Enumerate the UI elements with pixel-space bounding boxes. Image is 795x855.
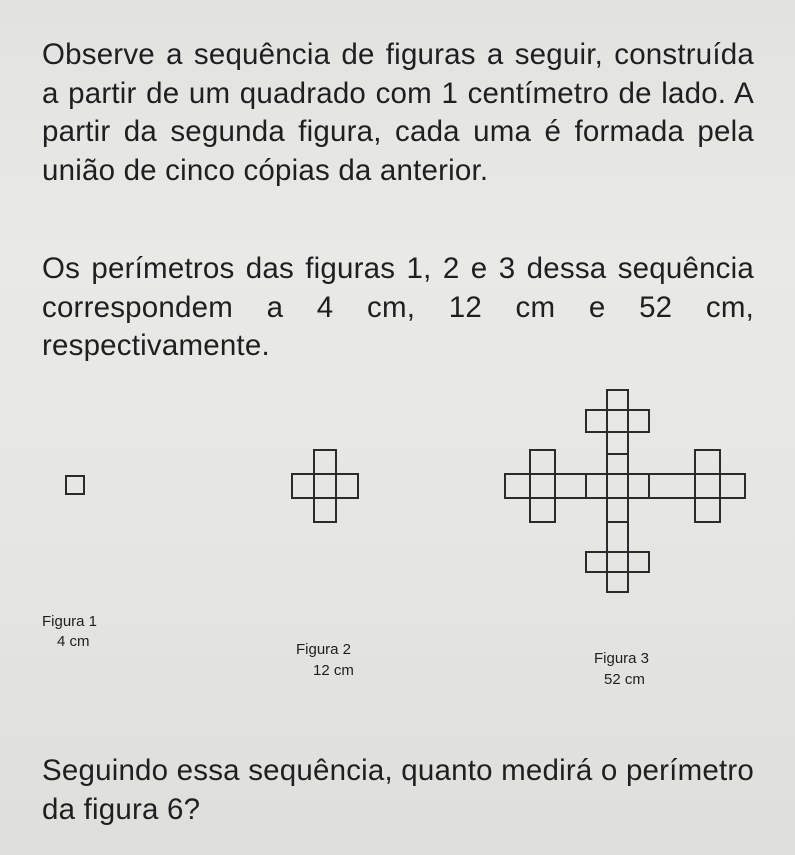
figure-2-perimeter: 12 cm (313, 662, 354, 679)
figure-1-square (66, 476, 84, 494)
figure-sequence (0, 380, 795, 700)
perimeter-paragraph: Os perímetros das figuras 1, 2 e 3 dessa sequência correspondem a 4 cm, 12 cm e 52 cm, respectivamente. (42, 252, 754, 362)
figure-1-label: Figura 1 (42, 613, 98, 630)
figure-3-fractal (505, 390, 745, 592)
intro-paragraph: Observe a sequência de figuras a seguir, construída a partir de um quadrado com 1 centímetro de lado. A partir da segunda figura, cada uma é formada pela união de cinco cópias da anterior. (42, 38, 754, 187)
figure-2-label: Figura 2 (296, 641, 352, 658)
figure-1-perimeter: 4 cm (57, 633, 90, 650)
figure-3-label: Figura 3 (594, 650, 650, 667)
figure-2-plus (292, 450, 358, 522)
figure-3-perimeter: 52 cm (604, 671, 645, 688)
question-paragraph: Seguindo essa sequência, quanto medirá o perímetro da figura 6? (42, 754, 754, 826)
